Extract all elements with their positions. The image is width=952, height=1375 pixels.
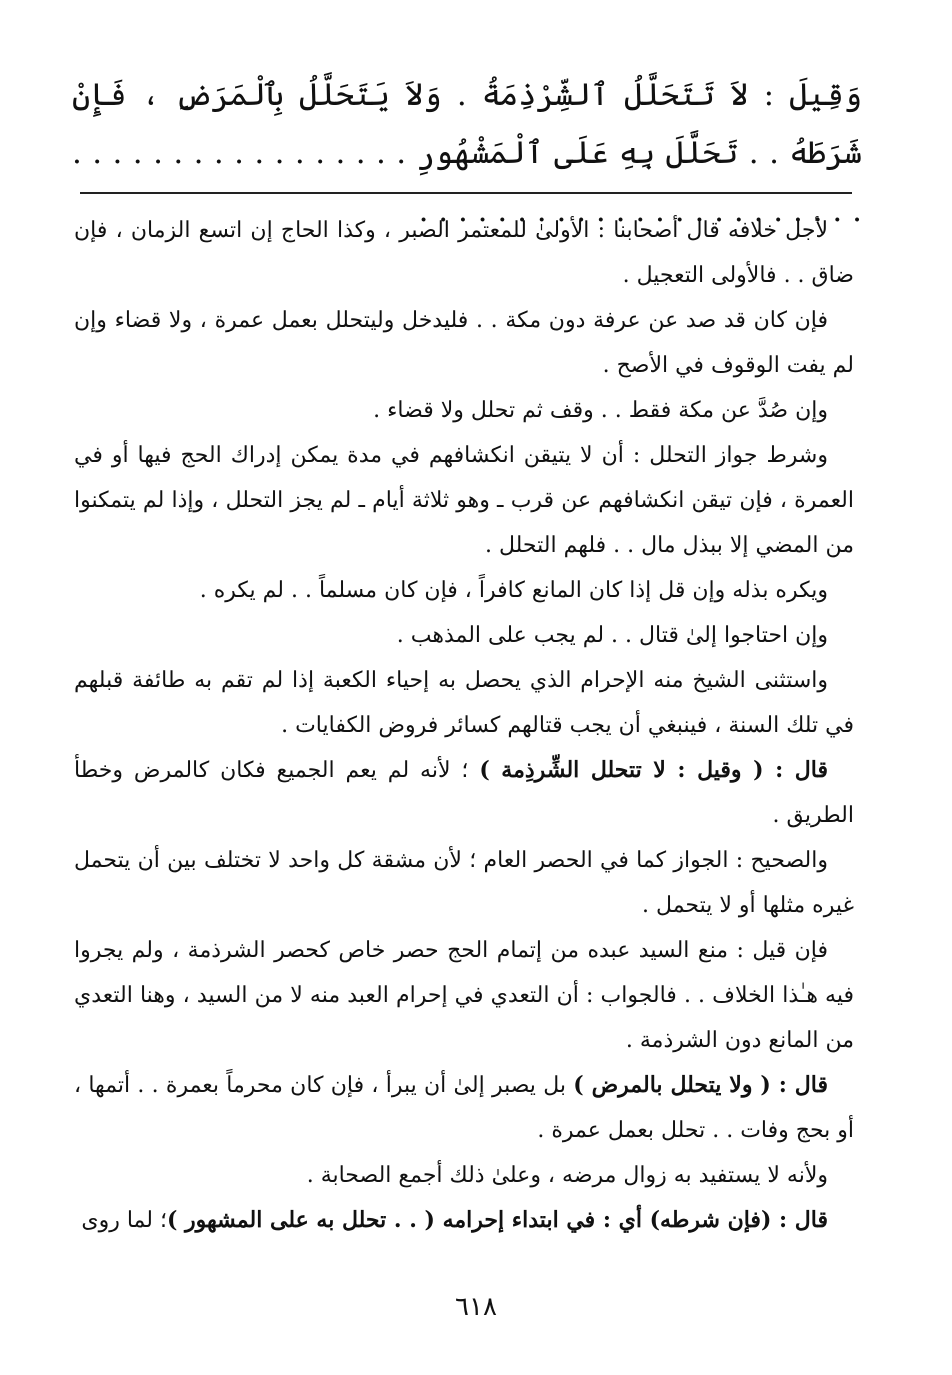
paragraph-text: فإن قيل : منع السيد عبده من إتمام الحج حصر خاص كحصر الشرذمة ، ولم يجروا فيه هـٰذا الخلاف . . فالجواب : أن التعدي في إحرام العبد منه لا من السيد ، وهنا التعدي من المانع دون الشرذمة .	[74, 938, 854, 1053]
commentary-paragraph	[74, 658, 854, 748]
main-text: وَقِيلَ : لاَ تَتَحَلَّلُ ٱلشِّرْذِمَةُ . وَلاَ يَتَحَلَّلُ بِٱلْمَرَضِ ، فَإِنْ شَرَطَهُ . . تَحَلَّلَ بِهِ عَلَى ٱلْمَشْهُورِ . . . . . . . . . . . . . . . . . . . . . . . . . . . . . . . . . . . . . . . .	[72, 77, 862, 229]
paragraph-text: ؛ لما روى	[81, 1208, 167, 1233]
paragraph-text: وإن احتاجوا إلىٰ قتال . . لم يجب على المذهب .	[396, 623, 828, 648]
quoted-text: قال : (فإن شرطه) أي : في ابتداء إحرامه ( . . تحلل به على المشهور )	[166, 1207, 828, 1233]
commentary-paragraph	[74, 208, 854, 298]
commentary-paragraph	[74, 433, 854, 568]
page-number: ٦١٨	[455, 1292, 497, 1322]
commentary-paragraph	[74, 1198, 854, 1243]
commentary-paragraph	[74, 1153, 854, 1198]
commentary-paragraph	[74, 748, 854, 838]
paragraph-text: فإن كان قد صد عن عرفة دون مكة . . فليدخل وليتحلل بعمل عمرة ، ولا قضاء وإن لم يفت الوقوف في الأصح .	[74, 308, 854, 378]
separator-line	[80, 192, 852, 194]
paragraph-text: بل يصبر إلىٰ أن يبرأ ، فإن كان محرماً بعمرة . . أتمها ، أو بحج وفات . . تحلل بعمل عمرة .	[74, 1073, 854, 1143]
commentary-paragraph	[74, 838, 854, 928]
paragraph-text: والصحيح : الجواز كما في الحصر العام ؛ لأن مشقة كل واحد لا تختلف بين أن يتحمل غيره مثلها أو لا يتحمل .	[74, 848, 854, 918]
commentary-paragraph	[74, 613, 854, 658]
paragraph-text: لأجل خلافه قال أصحابنا : الأولىٰ للمعتمر الصبر ، وكذا الحاج إن اتسع الزمان ، فإن ضاق . . فالأولى التعجيل .	[74, 218, 854, 288]
paragraph-text: وشرط جواز التحلل : أن لا يتيقن انكشافهم في مدة يمكن إدراك الحج فيها أو في العمرة ، فإن تيقن انكشافهم عن قرب ـ وهو ثلاثة أيام ـ لم يجز التحلل ، وإذا لم يتمكنوا من المضي إلا ببذل مال . . فلهم التحلل .	[74, 443, 854, 558]
quoted-text: قال : ( ولا يتحلل بالمرض )	[573, 1072, 828, 1098]
paragraph-text: ؛ لأنه لم يعم الجميع فكان كالمرض وخطأ الطريق .	[74, 758, 854, 828]
commentary-paragraph	[74, 928, 854, 1063]
commentary-paragraph	[74, 1063, 854, 1153]
paragraph-text: ويكره بذله وإن قل إذا كان المانع كافراً ، فإن كان مسلماً . . لم يكره .	[199, 578, 828, 603]
commentary-paragraph	[74, 568, 854, 613]
paragraph-text: واستثنى الشيخ منه الإحرام الذي يحصل به إحياء الكعبة إذا لم تقم به طائفة قبلهم في تلك السنة ، فينبغي أن يجب قتالهم كسائر فروض الكفايات .	[74, 668, 854, 738]
commentary-paragraph	[74, 388, 854, 433]
quoted-text: قال : ( وقيل : لا تتحلل الشِّرذِمة )	[479, 757, 828, 783]
paragraph-text: ولأنه لا يستفيد به زوال مرضه ، وعلىٰ ذلك أجمع الصحابة .	[306, 1163, 828, 1188]
commentary-paragraph	[74, 298, 854, 388]
commentary	[74, 208, 854, 1243]
paragraph-text: وإن صُدَّ عن مكة فقط . . وقف ثم تحلل ولا قضاء .	[373, 398, 828, 423]
